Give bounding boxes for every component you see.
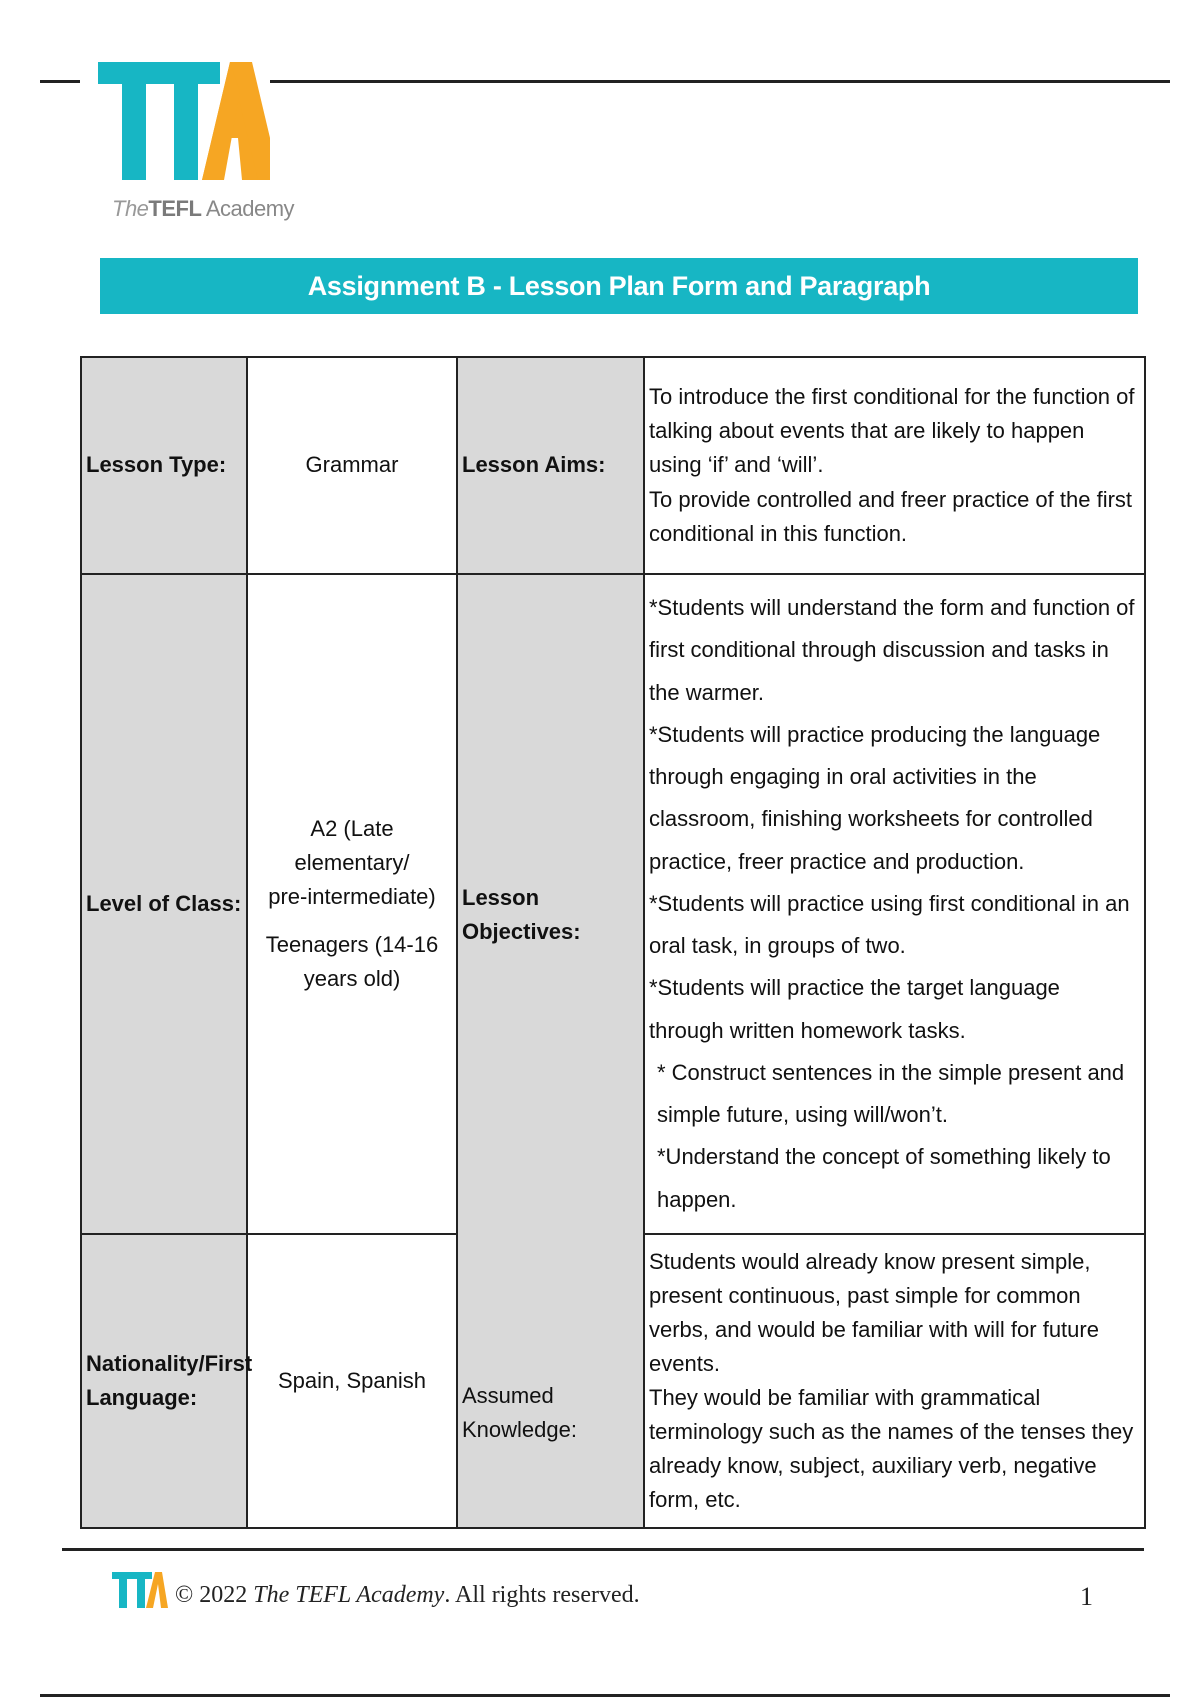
assumed-knowledge-line: Students would already know present simple, present continuous, past simple for common verbs, and would be familiar with will for future events. xyxy=(649,1248,1099,1376)
bottom-rule xyxy=(40,1694,1170,1697)
level-line: A2 (Late elementary/ xyxy=(294,815,410,875)
lesson-type-label: Lesson Type: xyxy=(81,357,247,574)
table-row xyxy=(81,357,1145,574)
objective-item: * Construct sentences in the simple present and simple future, using will/won’t. xyxy=(657,1059,1125,1128)
header-rule-left xyxy=(40,80,80,83)
copyright-org: The TEFL Academy xyxy=(253,1582,445,1608)
objective-item: *Students will practice using first conditional in an oral task, in groups of two. xyxy=(649,890,1130,959)
footer-tta-logo xyxy=(110,1568,168,1626)
objective-item: *Students will practice the target language through written homework tasks. xyxy=(649,975,1060,1043)
level-value xyxy=(247,574,457,1234)
lesson-objectives-label xyxy=(457,574,644,1528)
level-line: pre-intermediate) xyxy=(268,883,436,909)
footer-rule xyxy=(62,1548,1144,1551)
logo-caption-academy: Academy xyxy=(205,196,295,221)
objective-item: *Students will practice producing the language through engaging in oral activities in the classroom, finishing worksheets for controlled practice, freer practice and production. xyxy=(649,721,1101,874)
lesson-objectives-cell xyxy=(644,574,1145,1234)
assumed-knowledge-cell xyxy=(644,1234,1145,1528)
nationality-label: Nationality/First Language: xyxy=(81,1234,247,1528)
header-rule-right xyxy=(270,80,1170,83)
logo-caption xyxy=(112,196,294,222)
tta-logo-mark xyxy=(90,52,270,202)
objective-item: *Understand the concept of something likely to happen. xyxy=(657,1144,1111,1212)
assignment-banner: Assignment B - Lesson Plan Form and Paragraph xyxy=(100,258,1138,314)
table-row xyxy=(81,574,1145,1234)
lesson-plan-table xyxy=(80,356,1146,1529)
assumed-knowledge-label: Assumed Knowledge: xyxy=(462,1383,577,1443)
lesson-aims-label: Lesson Aims: xyxy=(457,357,644,574)
copyright-suffix: . All rights reserved. xyxy=(444,1582,640,1608)
nationality-value: Spain, Spanish xyxy=(247,1234,457,1528)
lesson-objectives-label-text: Lesson Objectives: xyxy=(462,885,581,945)
lesson-type-value: Grammar xyxy=(247,357,457,574)
lesson-aims-line: To introduce the first conditional for the function of talking about events that are likely to happen using ‘if’ and ‘will’. xyxy=(649,384,1135,478)
lesson-aims-line: To provide controlled and freer practice of the first conditional in this function. xyxy=(649,486,1133,546)
lesson-aims-cell xyxy=(644,357,1145,574)
level-age: Teenagers (14-16 years old) xyxy=(265,932,439,992)
objective-item: *Students will understand the form and function of first conditional through discussion and tasks in the warmer. xyxy=(649,595,1135,705)
page-number: 1 xyxy=(1080,1582,1093,1611)
logo-caption-tefl: TEFL xyxy=(148,196,202,221)
assumed-knowledge-line: They would be familiar with grammatical terminology such as the names of the tenses they already know, subject, auxiliary verb, negative form, etc. xyxy=(649,1385,1134,1513)
copyright-prefix: © 2022 xyxy=(175,1582,254,1608)
footer-copyright xyxy=(175,1582,640,1609)
logo-caption-the: The xyxy=(112,196,149,221)
level-label: Level of Class: xyxy=(81,574,247,1234)
